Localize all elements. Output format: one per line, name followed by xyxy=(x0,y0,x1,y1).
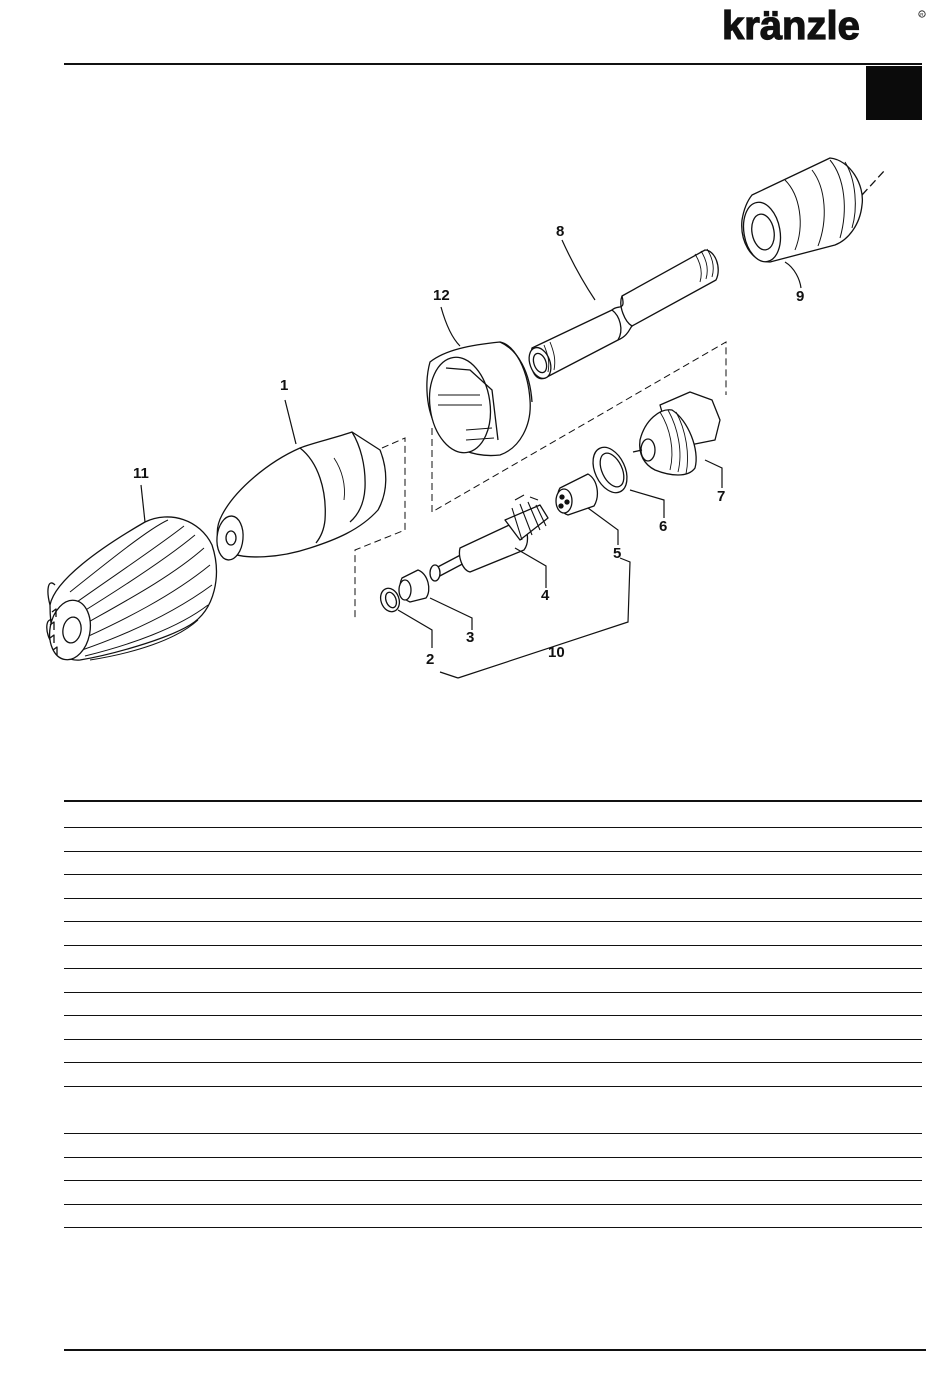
table-row xyxy=(64,1086,922,1133)
table-cell xyxy=(279,992,494,1015)
table-row xyxy=(64,1039,922,1062)
table-cell xyxy=(493,968,708,992)
table-cell xyxy=(64,801,279,827)
table-row xyxy=(64,1204,922,1227)
table-cell xyxy=(708,1157,923,1180)
table-cell xyxy=(493,827,708,851)
callout-10: 10 xyxy=(548,644,565,661)
svg-text:R: R xyxy=(920,12,924,17)
table-cell xyxy=(279,945,494,968)
table-cell xyxy=(493,1133,708,1157)
table-cell xyxy=(279,851,494,874)
table-cell xyxy=(493,1062,708,1086)
table-cell xyxy=(708,1086,923,1133)
table-cell xyxy=(64,1133,279,1157)
callout-6: 6 xyxy=(659,518,668,535)
table-cell xyxy=(708,1015,923,1039)
part-7-hex-nozzle xyxy=(633,392,720,475)
table-cell xyxy=(279,1157,494,1180)
table-row xyxy=(64,1133,922,1157)
table-cell xyxy=(64,898,279,921)
table-cell xyxy=(279,1086,494,1133)
table-row xyxy=(64,1180,922,1204)
table-cell xyxy=(708,1133,923,1157)
table-cell xyxy=(493,851,708,874)
table-row xyxy=(64,1015,922,1039)
table-cell xyxy=(708,945,923,968)
table-cell xyxy=(708,874,923,898)
footer-rule xyxy=(64,1349,926,1351)
table-cell xyxy=(493,1180,708,1204)
callout-8: 8 xyxy=(556,223,565,240)
table-cell xyxy=(279,1039,494,1062)
table-row xyxy=(64,827,922,851)
table-row xyxy=(64,1157,922,1180)
parts-list-table xyxy=(64,800,922,1228)
brand-name: kränzle xyxy=(722,6,860,46)
table-row xyxy=(64,992,922,1015)
table-cell xyxy=(493,1039,708,1062)
table-cell xyxy=(64,874,279,898)
table-cell xyxy=(64,827,279,851)
table-cell xyxy=(279,1180,494,1204)
table-cell xyxy=(279,1062,494,1086)
table-cell xyxy=(279,1015,494,1039)
table-cell xyxy=(493,898,708,921)
table-cell xyxy=(64,1180,279,1204)
table-cell xyxy=(708,1062,923,1086)
table-cell xyxy=(493,1086,708,1133)
table-row xyxy=(64,874,922,898)
table-cell xyxy=(708,1180,923,1204)
table-cell xyxy=(64,1204,279,1227)
callout-7: 7 xyxy=(717,488,726,505)
part-3-bushing xyxy=(399,570,429,602)
table-cell xyxy=(64,921,279,945)
table-cell xyxy=(493,874,708,898)
table-cell xyxy=(64,992,279,1015)
table-row xyxy=(64,851,922,874)
callout-2: 2 xyxy=(426,651,435,668)
table-row xyxy=(64,968,922,992)
callout-1: 1 xyxy=(280,377,289,394)
table-cell xyxy=(279,801,494,827)
table-cell xyxy=(64,1157,279,1180)
callout-12: 12 xyxy=(433,287,450,304)
table-cell xyxy=(64,1039,279,1062)
table-cell xyxy=(279,827,494,851)
table-cell xyxy=(64,1062,279,1086)
table-cell xyxy=(708,1204,923,1227)
callout-9: 9 xyxy=(796,288,805,305)
table-cell xyxy=(279,874,494,898)
table-cell xyxy=(708,921,923,945)
table-cell xyxy=(279,1204,494,1227)
table-cell xyxy=(493,992,708,1015)
callout-4: 4 xyxy=(541,587,550,604)
table-cell xyxy=(279,898,494,921)
callout-11: 11 xyxy=(133,465,149,482)
table-cell xyxy=(708,968,923,992)
table-cell xyxy=(708,992,923,1015)
table-cell xyxy=(493,1157,708,1180)
table-cell xyxy=(279,1133,494,1157)
table-cell xyxy=(493,945,708,968)
table-row xyxy=(64,921,922,945)
part-8-extension-tube xyxy=(525,249,718,381)
table-cell xyxy=(493,921,708,945)
table-cell xyxy=(64,851,279,874)
table-row xyxy=(64,1062,922,1086)
table-cell xyxy=(64,945,279,968)
table-row xyxy=(64,898,922,921)
part-1-cone-housing xyxy=(215,432,386,561)
table-row xyxy=(64,945,922,968)
table-cell xyxy=(708,827,923,851)
callout-5: 5 xyxy=(613,545,622,562)
table-cell xyxy=(708,1039,923,1062)
part-5-jet-insert xyxy=(556,474,597,515)
table-cell xyxy=(708,851,923,874)
table-cell xyxy=(708,801,923,827)
leader-lines xyxy=(141,240,801,678)
part-9-connector-sleeve xyxy=(739,158,885,265)
part-4-rotor-shaft xyxy=(430,495,548,581)
table-cell xyxy=(493,801,708,827)
table-cell xyxy=(279,968,494,992)
callout-3: 3 xyxy=(466,629,475,646)
part-11-nozzle-cap xyxy=(45,517,216,663)
table-row xyxy=(64,801,922,827)
table-cell xyxy=(64,968,279,992)
table-cell xyxy=(708,898,923,921)
table-cell xyxy=(493,1204,708,1227)
table-cell xyxy=(64,1015,279,1039)
table-cell xyxy=(493,1015,708,1039)
part-12-rear-collar xyxy=(424,342,532,457)
table-cell xyxy=(64,1086,279,1133)
table-cell xyxy=(279,921,494,945)
